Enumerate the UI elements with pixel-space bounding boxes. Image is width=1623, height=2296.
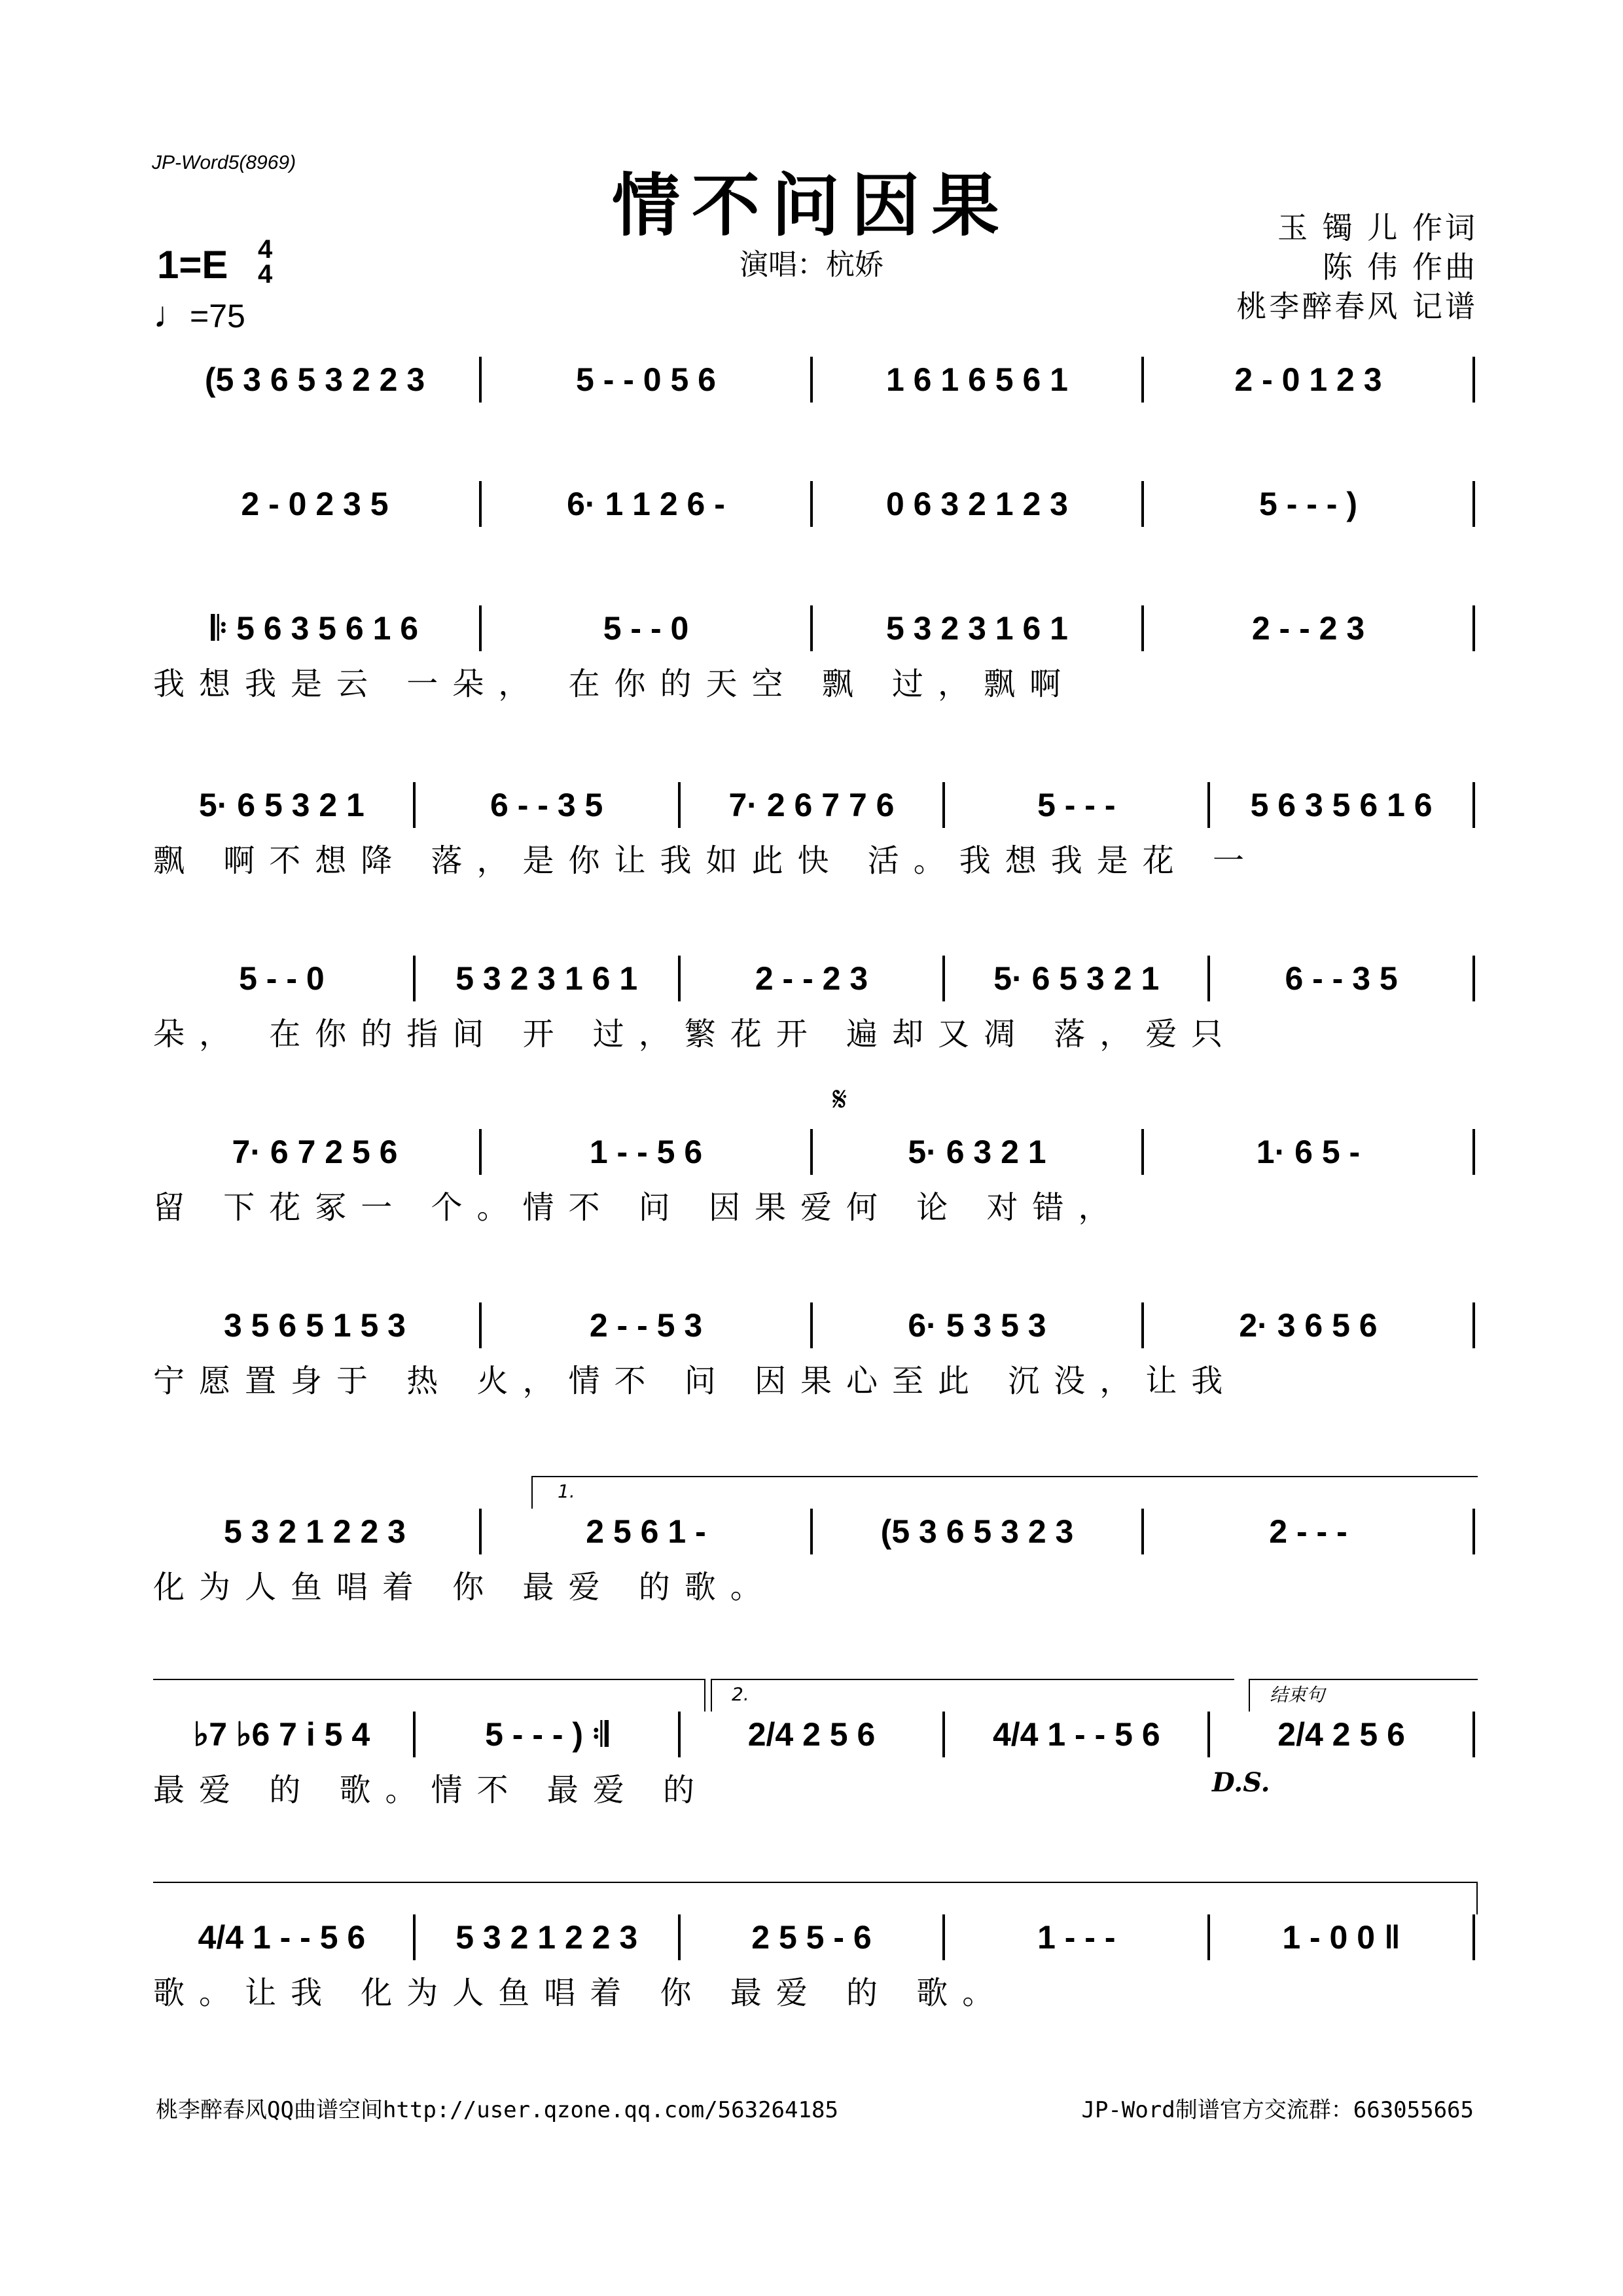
barline (1207, 782, 1210, 828)
measure: (5 3 6 5 3 2 3 (880, 1513, 1074, 1550)
volta-2-label: 2. (732, 1683, 749, 1705)
score-line (153, 1708, 1478, 1806)
score-line (153, 602, 1478, 700)
measure: 1 - - - (1037, 1919, 1116, 1956)
barline (942, 956, 945, 1001)
ds-sign: D.S. (1212, 1767, 1270, 1798)
barline (413, 956, 416, 1001)
notes-row (153, 478, 1478, 530)
tempo-value: =75 (190, 298, 245, 334)
measure: 5 3 2 3 1 6 1 (885, 610, 1068, 647)
measure: 7· 6 7 2 5 6 (232, 1134, 398, 1170)
volta-2-line (711, 1679, 1234, 1680)
footer-left: 桃李醉春风QQ曲谱空间http://user.qzone.qq.com/563264185 (156, 2097, 838, 2123)
barline (942, 782, 945, 828)
score-line (153, 353, 1478, 452)
barline (810, 1509, 813, 1554)
measure: 2/4 2 5 6 (747, 1716, 876, 1753)
measure: 5· 6 3 2 1 (908, 1134, 1046, 1170)
lyrics-row: 飘 啊不想降 落，是你让我如此快 活。我想我是花 一 (153, 842, 1259, 879)
singer: 演唱：杭娇 (740, 248, 883, 281)
time-signature (258, 237, 272, 287)
measure: 6· 5 3 5 3 (908, 1307, 1046, 1344)
measure: 𝄆 5 6 3 5 6 1 6 (211, 609, 419, 647)
ending-line (1249, 1679, 1478, 1680)
notes-row (153, 1708, 1478, 1761)
barline (942, 1914, 945, 1960)
segno-sign: 𝄋 (832, 1080, 847, 1119)
score-line (153, 1505, 1478, 1604)
notes-row (153, 1505, 1478, 1558)
volta-1-left (531, 1476, 533, 1509)
measure: 1 6 1 6 5 6 1 (885, 361, 1068, 398)
barline (479, 1129, 482, 1175)
measure: 1 - - 5 6 (589, 1134, 703, 1170)
lyrics-row: 化为人鱼唱着 你 最爱 的歌。 (153, 1569, 776, 1605)
barline (810, 605, 813, 651)
lyrics-row: 我想我是云 一朵， 在你的天空 飘 过，飘啊 (153, 666, 1076, 702)
lyrics-row: 朵， 在你的指间 开 过，繁花开 遍却又凋 落，爱只 (153, 1016, 1238, 1052)
measure: 5 3 2 3 1 6 1 (455, 960, 638, 997)
barline (479, 357, 482, 403)
barline (1472, 1129, 1475, 1175)
volta-1-cont (153, 1679, 704, 1680)
notes-row (153, 1126, 1478, 1178)
measure: 5· 6 5 3 2 1 (993, 960, 1160, 997)
barline (1141, 1302, 1144, 1348)
barline (1207, 956, 1210, 1001)
barline (1141, 481, 1144, 527)
ending-cont (153, 1882, 1478, 1883)
barline (1472, 1302, 1475, 1348)
barline (1207, 1712, 1210, 1757)
volta-2-left (711, 1679, 712, 1712)
barline (678, 956, 681, 1001)
notes-row (153, 602, 1478, 655)
key-signature: 1=E (157, 243, 228, 287)
tempo (153, 293, 245, 336)
measure: 2 - - 5 3 (589, 1307, 703, 1344)
measure: 2 5 5 - 6 (751, 1919, 872, 1956)
measure: 2 5 6 1 - (586, 1513, 706, 1550)
measure: 4/4 1 - - 5 6 (992, 1716, 1160, 1753)
volta-1-end (704, 1679, 705, 1712)
barline (678, 1712, 681, 1757)
volta-1-label: 1. (558, 1480, 575, 1502)
barline (1472, 357, 1475, 403)
ending-left (1249, 1679, 1250, 1712)
barline (1472, 1914, 1475, 1960)
measure: 5 - - 0 (239, 960, 325, 997)
measure: 5 - - - (1037, 787, 1116, 823)
barline (942, 1712, 945, 1757)
barline (479, 1509, 482, 1554)
score-line (153, 1299, 1478, 1397)
notes-row (153, 353, 1478, 406)
measure: 4/4 1 - - 5 6 (198, 1919, 366, 1956)
barline (479, 481, 482, 527)
time-top: 4 (258, 235, 273, 264)
notes-row (153, 1299, 1478, 1352)
barline (1141, 357, 1144, 403)
barline (678, 782, 681, 828)
measure: 2· 3 6 5 6 (1239, 1307, 1378, 1344)
measure: 6 - - 3 5 (490, 787, 603, 823)
barline (413, 1712, 416, 1757)
measure: 2 - 0 2 3 5 (241, 486, 389, 522)
measure: 2 - - 2 3 (1251, 610, 1365, 647)
barline (479, 605, 482, 651)
transcriber: 桃李醉春风 记谱 (1236, 289, 1478, 324)
ending-label: 结束句 (1270, 1684, 1325, 1706)
footer-right: JP-Word制谱官方交流群：663055665 (1081, 2097, 1474, 2123)
software-label: JP-Word5(8969) (152, 152, 296, 173)
barline (810, 1129, 813, 1175)
volta-1-line (531, 1476, 1478, 1477)
barline (810, 357, 813, 403)
barline (1141, 1129, 1144, 1175)
measure: 5 - - - ) 𝄇 (485, 1715, 609, 1753)
measure: (5 3 6 5 3 2 2 3 (204, 361, 425, 398)
measure: 5 3 2 1 2 2 3 (223, 1513, 406, 1550)
notes-row (153, 1911, 1478, 1964)
score-line (153, 1126, 1478, 1224)
measure: 6 - - 3 5 (1285, 960, 1398, 997)
composer: 陈 伟 作曲 (1322, 249, 1478, 285)
score-line (153, 1911, 1478, 2009)
barline (1472, 1712, 1475, 1757)
score-line (153, 952, 1478, 1050)
barline (1207, 1914, 1210, 1960)
song-title: 情不问因果 (611, 165, 1011, 245)
measure: 6· 1 1 2 6 - (567, 486, 725, 522)
barline (678, 1914, 681, 1960)
measure: 5 6 3 5 6 1 6 (1250, 787, 1433, 823)
lyrics-row: 宁愿置身于 热 火，情不 问 因果心至此 沉没，让我 (153, 1363, 1238, 1399)
measure: 2 - 0 1 2 3 (1234, 361, 1382, 398)
time-bottom: 4 (258, 260, 273, 289)
measure: 2 - - 2 3 (755, 960, 868, 997)
barline (479, 1302, 482, 1348)
measure: 2/4 2 5 6 (1277, 1716, 1405, 1753)
barline (413, 1914, 416, 1960)
measure: ♭7 ♭6 7 i 5 4 (193, 1716, 370, 1753)
measure: 1· 6 5 - (1256, 1134, 1361, 1170)
lyricist: 玉 镯 儿 作词 (1277, 210, 1478, 245)
measure: 5 - - 0 (603, 610, 689, 647)
notes-row (153, 779, 1478, 831)
notes-row (153, 952, 1478, 1005)
measure: 2 - - - (1269, 1513, 1347, 1550)
measure: 5 - - - ) (1259, 486, 1357, 522)
measure: 5 - - 0 5 6 (576, 361, 716, 398)
barline (1472, 956, 1475, 1001)
barline (413, 782, 416, 828)
score-line (153, 478, 1478, 576)
barline (1472, 605, 1475, 651)
lyrics-row: 最爱 的 歌。情不 最爱 的 (153, 1772, 709, 1808)
score-line (153, 779, 1478, 877)
lyrics-row: 留 下花冢一 个。情不 问 因果爱何 论 对错， (153, 1189, 1124, 1226)
measure: 1 - 0 0 ‖ (1282, 1919, 1400, 1956)
quarter-note-icon: ♩ (153, 294, 190, 335)
barline (810, 1302, 813, 1348)
measure: 7· 2 6 7 7 6 (728, 787, 895, 823)
barline (810, 481, 813, 527)
barline (1141, 1509, 1144, 1554)
barline (1472, 1509, 1475, 1554)
barline (1141, 605, 1144, 651)
measure: 5 3 2 1 2 2 3 (455, 1919, 638, 1956)
measure: 3 5 6 5 1 5 3 (223, 1307, 406, 1344)
lyrics-row: 歌。让我 化为人鱼唱着 你 最爱 的 歌。 (153, 1975, 1008, 2011)
measure: 5· 6 5 3 2 1 (198, 787, 365, 823)
barline (1472, 481, 1475, 527)
barline (1472, 782, 1475, 828)
measure: 0 6 3 2 1 2 3 (885, 486, 1068, 522)
ending-end (1476, 1882, 1478, 1914)
